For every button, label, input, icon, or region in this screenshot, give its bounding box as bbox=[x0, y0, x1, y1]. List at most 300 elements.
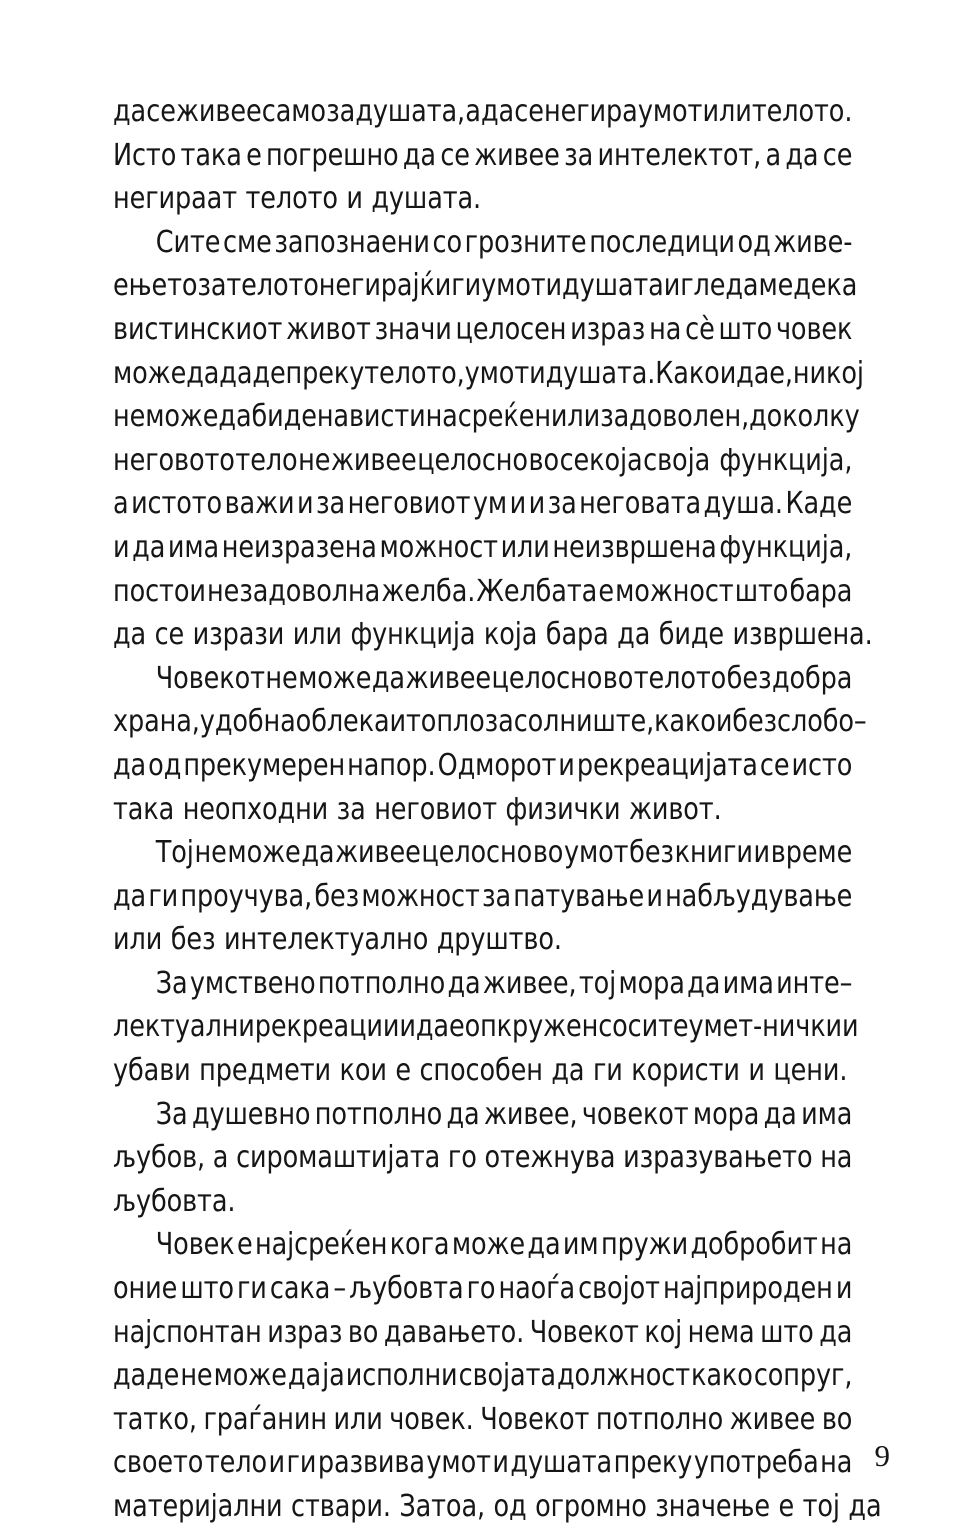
word: време bbox=[770, 835, 853, 871]
word: можност bbox=[379, 529, 498, 565]
word: или bbox=[500, 529, 550, 565]
word: интелектуално bbox=[223, 922, 429, 958]
word: во bbox=[602, 660, 634, 696]
word: да bbox=[446, 1096, 480, 1132]
word: својата bbox=[458, 1358, 556, 1394]
word: мора bbox=[692, 1096, 760, 1132]
word: предмети bbox=[199, 1053, 332, 1089]
word: умот bbox=[481, 268, 546, 304]
word: така bbox=[113, 791, 175, 827]
word: и bbox=[268, 1445, 285, 1481]
word: да bbox=[617, 617, 651, 653]
word: Желбата bbox=[476, 573, 598, 609]
text-line bbox=[113, 439, 852, 483]
word: сопруг, bbox=[753, 1358, 853, 1394]
word: може bbox=[213, 1358, 287, 1394]
word: целосно bbox=[491, 660, 603, 696]
word: живее bbox=[474, 137, 560, 173]
word: тело bbox=[204, 1445, 267, 1481]
word: неизразена bbox=[221, 529, 377, 565]
word: можност bbox=[615, 573, 734, 609]
word: За bbox=[155, 1096, 188, 1132]
word: тој bbox=[578, 965, 617, 1001]
word: прекумерен bbox=[183, 747, 346, 783]
word: за bbox=[564, 137, 594, 173]
word: должност bbox=[556, 1358, 690, 1394]
word: е bbox=[448, 1009, 465, 1045]
word: неговиот bbox=[374, 791, 497, 827]
word: во bbox=[347, 1314, 379, 1350]
word: храна, bbox=[113, 704, 200, 740]
word: на bbox=[649, 311, 682, 347]
word: исполни bbox=[345, 1358, 458, 1394]
word: Човек bbox=[155, 1227, 235, 1263]
word: Одморот bbox=[437, 747, 557, 783]
word: да bbox=[132, 529, 166, 565]
word: и bbox=[748, 1053, 765, 1089]
word: оние bbox=[113, 1271, 178, 1307]
text-line bbox=[113, 962, 852, 1006]
word: со bbox=[598, 1009, 628, 1045]
word: душа. bbox=[703, 486, 783, 522]
word: ги bbox=[236, 1271, 267, 1307]
word: умот bbox=[464, 355, 530, 391]
word: да bbox=[848, 1489, 882, 1524]
word: значење bbox=[655, 1489, 770, 1524]
word: биде bbox=[251, 399, 317, 435]
word: неизвршена bbox=[552, 529, 717, 565]
text-line bbox=[113, 831, 852, 875]
word: може bbox=[451, 1227, 526, 1263]
word: целосно bbox=[417, 442, 528, 478]
word: важи bbox=[224, 486, 295, 522]
word: а bbox=[212, 1140, 229, 1176]
word: облека bbox=[295, 704, 390, 740]
word bbox=[711, 439, 719, 483]
word: се bbox=[822, 137, 853, 173]
word: набљудување bbox=[665, 878, 853, 914]
word: е bbox=[395, 1053, 411, 1089]
word: ги bbox=[592, 1053, 623, 1089]
word: опкружен bbox=[464, 1009, 599, 1045]
word: од bbox=[737, 224, 771, 260]
word: не bbox=[180, 1358, 213, 1394]
word: душата. bbox=[371, 181, 482, 217]
text-line bbox=[113, 1049, 852, 1093]
word: граѓанин bbox=[203, 1401, 327, 1437]
word: удобна bbox=[199, 704, 296, 740]
word: да bbox=[371, 660, 405, 696]
word: бара bbox=[789, 573, 853, 609]
word: можност bbox=[361, 878, 480, 914]
word: човекот bbox=[581, 1096, 689, 1132]
word: нема bbox=[687, 1314, 755, 1350]
word: е, bbox=[769, 355, 793, 391]
text-line bbox=[113, 395, 860, 439]
word: преку bbox=[285, 355, 365, 391]
word: бара bbox=[545, 617, 609, 653]
word: човек bbox=[775, 311, 853, 347]
word: од bbox=[148, 747, 182, 783]
word: душата bbox=[510, 1445, 613, 1481]
word: биде bbox=[658, 617, 725, 653]
word: човек. bbox=[389, 1401, 474, 1437]
word: телото bbox=[633, 660, 727, 696]
word: Исто bbox=[113, 137, 177, 173]
word: да bbox=[687, 965, 721, 1001]
word: не bbox=[194, 835, 227, 871]
text-line bbox=[113, 613, 873, 657]
word: исто bbox=[791, 747, 853, 783]
word: за bbox=[197, 268, 227, 304]
word: неговиот bbox=[347, 486, 471, 522]
word: и bbox=[715, 704, 733, 740]
word: во bbox=[532, 835, 564, 871]
word: и bbox=[399, 1009, 416, 1045]
word: и bbox=[842, 1009, 859, 1045]
word: Затоа, bbox=[399, 1489, 485, 1524]
word: и bbox=[529, 355, 546, 391]
word: така bbox=[180, 137, 242, 173]
word: без bbox=[629, 835, 674, 871]
word: и bbox=[719, 355, 737, 391]
word: живее, bbox=[483, 1096, 578, 1132]
word: ењето bbox=[113, 268, 198, 304]
word: материјални bbox=[113, 1489, 283, 1524]
text-line bbox=[113, 1311, 852, 1355]
text-line bbox=[113, 1136, 852, 1180]
word: умот bbox=[564, 835, 629, 871]
word: телото. bbox=[751, 94, 853, 129]
word: запознаени bbox=[274, 224, 430, 260]
word: а bbox=[765, 137, 782, 173]
word: добробит bbox=[690, 1227, 818, 1263]
word: истото bbox=[131, 486, 223, 522]
word: се bbox=[514, 94, 544, 129]
word: ги bbox=[148, 878, 179, 914]
word: телото bbox=[245, 181, 338, 217]
word: извршена. bbox=[732, 617, 873, 653]
text-line bbox=[113, 1398, 852, 1442]
word: и bbox=[663, 268, 681, 304]
word: своето bbox=[113, 1445, 204, 1481]
word: пружи bbox=[600, 1227, 689, 1263]
word: живее bbox=[176, 94, 262, 129]
word: незадоволна bbox=[207, 573, 381, 609]
word: живе- bbox=[773, 224, 853, 260]
text-line bbox=[113, 1223, 852, 1267]
text-line bbox=[113, 918, 852, 962]
text-line bbox=[113, 875, 852, 919]
word: да bbox=[301, 835, 335, 871]
word: потполно bbox=[317, 965, 446, 1001]
word: го bbox=[447, 1140, 477, 1176]
word: задоволен, bbox=[600, 399, 750, 435]
word: само bbox=[261, 94, 326, 129]
word: мора bbox=[618, 965, 685, 1001]
word: Сите bbox=[155, 224, 221, 260]
word: да bbox=[113, 878, 147, 914]
word: изразувањето bbox=[623, 1140, 813, 1176]
text-line bbox=[113, 482, 852, 526]
word: се bbox=[154, 617, 185, 653]
word: добра bbox=[771, 660, 853, 696]
word: да bbox=[819, 1314, 853, 1350]
word: живее bbox=[729, 1401, 816, 1437]
word: што bbox=[734, 573, 789, 609]
word: се bbox=[759, 747, 790, 783]
word: потполно bbox=[595, 1401, 724, 1437]
word: а bbox=[465, 94, 481, 129]
text-line bbox=[113, 1354, 852, 1398]
word: постои bbox=[113, 573, 206, 609]
text-line bbox=[113, 1005, 859, 1049]
word: функција, bbox=[719, 529, 853, 565]
word: љубовта bbox=[349, 1271, 464, 1307]
word: навистина bbox=[316, 399, 458, 435]
word: никој bbox=[792, 355, 864, 391]
word: да bbox=[551, 1053, 585, 1089]
word: книги bbox=[674, 835, 753, 871]
word: ум bbox=[472, 486, 508, 522]
word: има bbox=[722, 965, 774, 1001]
word: да bbox=[218, 399, 252, 435]
text-line bbox=[113, 90, 852, 134]
word: живее bbox=[331, 442, 417, 478]
word: даде bbox=[113, 1358, 180, 1394]
word: целосно bbox=[421, 835, 533, 871]
word: негирајќи bbox=[318, 268, 452, 304]
word: да bbox=[447, 965, 481, 1001]
word: ја bbox=[322, 1358, 345, 1394]
word: живее, bbox=[482, 965, 577, 1001]
word: го bbox=[466, 1271, 496, 1307]
text-line bbox=[113, 1180, 852, 1224]
text-line bbox=[113, 1485, 882, 1529]
word: Тој bbox=[155, 835, 194, 871]
word: рекреацијата bbox=[576, 747, 758, 783]
word: и bbox=[835, 1271, 853, 1307]
word: доколку bbox=[749, 399, 860, 435]
word: живот. bbox=[628, 791, 722, 827]
text-line bbox=[113, 700, 867, 744]
word: да bbox=[287, 1358, 322, 1394]
word: е bbox=[598, 573, 614, 609]
word: или bbox=[550, 399, 601, 435]
word: засолниште, bbox=[484, 704, 655, 740]
word: на bbox=[820, 1445, 853, 1481]
word: својот bbox=[578, 1271, 660, 1307]
word: им bbox=[562, 1227, 599, 1263]
word: сѐ bbox=[685, 311, 715, 347]
word: цени. bbox=[773, 1053, 848, 1089]
page-text-body bbox=[113, 90, 882, 1529]
word: лектуални bbox=[113, 1009, 255, 1045]
word: да bbox=[480, 94, 515, 129]
word: најсреќен bbox=[254, 1227, 388, 1263]
word: во bbox=[528, 442, 559, 478]
word: рекреации bbox=[254, 1009, 400, 1045]
word: умствено bbox=[189, 965, 316, 1001]
word: и bbox=[509, 486, 527, 522]
paragraph bbox=[113, 831, 853, 962]
word: убави bbox=[113, 1053, 191, 1089]
word: ги bbox=[451, 268, 482, 304]
word: умот bbox=[426, 1445, 491, 1481]
word: и bbox=[346, 181, 363, 217]
word: и bbox=[389, 704, 407, 740]
word: и bbox=[528, 486, 546, 522]
word: слобо– bbox=[777, 704, 867, 740]
paragraph bbox=[113, 221, 873, 657]
word: отежнува bbox=[484, 1140, 616, 1176]
text-line bbox=[113, 1093, 852, 1137]
word: своја bbox=[643, 442, 711, 478]
word: кога bbox=[389, 1227, 450, 1263]
word: да bbox=[785, 137, 819, 173]
word: и bbox=[558, 747, 575, 783]
word: да bbox=[113, 94, 147, 129]
word: најспонтан bbox=[113, 1314, 262, 1350]
word: се bbox=[440, 137, 470, 173]
word: негира bbox=[544, 94, 638, 129]
text-line bbox=[113, 570, 852, 614]
word: сме bbox=[223, 224, 272, 260]
word: не bbox=[265, 660, 298, 696]
word: тело bbox=[235, 442, 298, 478]
word: израз bbox=[570, 311, 646, 347]
word: среќен bbox=[457, 399, 551, 435]
word: вистинскиот bbox=[113, 311, 283, 347]
word: во bbox=[821, 1401, 853, 1437]
text-line bbox=[113, 134, 852, 178]
text-line bbox=[113, 308, 852, 352]
word: да bbox=[763, 1096, 797, 1132]
word: негираат bbox=[113, 181, 237, 217]
paragraph bbox=[113, 1093, 853, 1224]
word: или bbox=[292, 617, 342, 653]
word: умет-нички bbox=[688, 1009, 843, 1045]
word: давањето. bbox=[383, 1314, 525, 1350]
word: татко, bbox=[113, 1401, 197, 1437]
word: да bbox=[402, 137, 436, 173]
word: инте– bbox=[776, 965, 853, 1001]
word: не bbox=[298, 442, 331, 478]
word: се bbox=[146, 94, 176, 129]
word: израз bbox=[267, 1314, 343, 1350]
word: да bbox=[186, 355, 220, 391]
word: неопходни bbox=[182, 791, 329, 827]
word: и bbox=[646, 878, 663, 914]
word: употреба bbox=[693, 1445, 819, 1481]
word: од bbox=[493, 1489, 527, 1524]
word: за bbox=[547, 486, 577, 522]
word: што bbox=[180, 1271, 234, 1307]
word: а bbox=[113, 486, 129, 522]
word: да bbox=[415, 1009, 449, 1045]
word: патување bbox=[513, 878, 645, 914]
page-number: 9 bbox=[874, 1438, 890, 1473]
word: за bbox=[481, 878, 511, 914]
text-line bbox=[113, 788, 852, 832]
text-line bbox=[113, 657, 852, 701]
word: има bbox=[801, 1096, 853, 1132]
word: функција, bbox=[719, 442, 853, 478]
paragraph bbox=[113, 1223, 882, 1528]
word: целосен bbox=[455, 311, 567, 347]
word: Каде bbox=[785, 486, 853, 522]
word: да bbox=[113, 617, 147, 653]
text-line bbox=[113, 264, 858, 308]
word: сите bbox=[627, 1009, 689, 1045]
word: умот bbox=[637, 94, 703, 129]
word: како bbox=[654, 704, 716, 740]
text-line bbox=[113, 1267, 852, 1311]
word: значи bbox=[374, 311, 452, 347]
word: неговото bbox=[113, 442, 235, 478]
word: сака bbox=[269, 1271, 331, 1307]
word: топло bbox=[406, 704, 485, 740]
word: без bbox=[170, 922, 216, 958]
word: функција bbox=[350, 617, 476, 653]
text-line bbox=[113, 744, 852, 788]
word: живее bbox=[405, 660, 492, 696]
word: без bbox=[732, 704, 778, 740]
word: телото, bbox=[364, 355, 465, 391]
word: љубовта. bbox=[113, 1183, 236, 1219]
text-line bbox=[113, 352, 864, 396]
word: или bbox=[333, 1401, 383, 1437]
word: душевно bbox=[191, 1096, 311, 1132]
word: е bbox=[246, 137, 262, 173]
word: изрази bbox=[192, 617, 285, 653]
word: неговата bbox=[579, 486, 702, 522]
word: ги bbox=[286, 1445, 317, 1481]
word: физички bbox=[505, 791, 621, 827]
word: друштво. bbox=[436, 922, 562, 958]
word: проучува, bbox=[180, 878, 313, 914]
word: – bbox=[333, 1271, 347, 1307]
word: или bbox=[702, 94, 752, 129]
word: и bbox=[545, 268, 563, 304]
text-line bbox=[113, 221, 852, 265]
word: и bbox=[113, 529, 130, 565]
word: живот bbox=[286, 311, 371, 347]
word: е bbox=[778, 1489, 795, 1524]
word: телото bbox=[226, 268, 319, 304]
word: ствари. bbox=[291, 1489, 391, 1524]
word: Како bbox=[655, 355, 720, 391]
word: љубов, bbox=[113, 1140, 206, 1176]
word: за bbox=[336, 791, 366, 827]
word: може bbox=[298, 660, 372, 696]
word: или bbox=[113, 922, 163, 958]
word: кои bbox=[339, 1053, 387, 1089]
paragraph bbox=[113, 962, 859, 1093]
word: за bbox=[326, 94, 356, 129]
word: без bbox=[726, 660, 772, 696]
word: душата. bbox=[545, 355, 656, 391]
word: за bbox=[316, 486, 346, 522]
word: наоѓа bbox=[498, 1271, 576, 1307]
word: без bbox=[314, 878, 360, 914]
word: Човекот bbox=[529, 1314, 639, 1350]
text-line bbox=[113, 526, 852, 570]
word: интелектот, bbox=[597, 137, 762, 173]
word: погрешно bbox=[266, 137, 399, 173]
word: и bbox=[492, 1445, 509, 1481]
word: огромно bbox=[535, 1489, 647, 1524]
